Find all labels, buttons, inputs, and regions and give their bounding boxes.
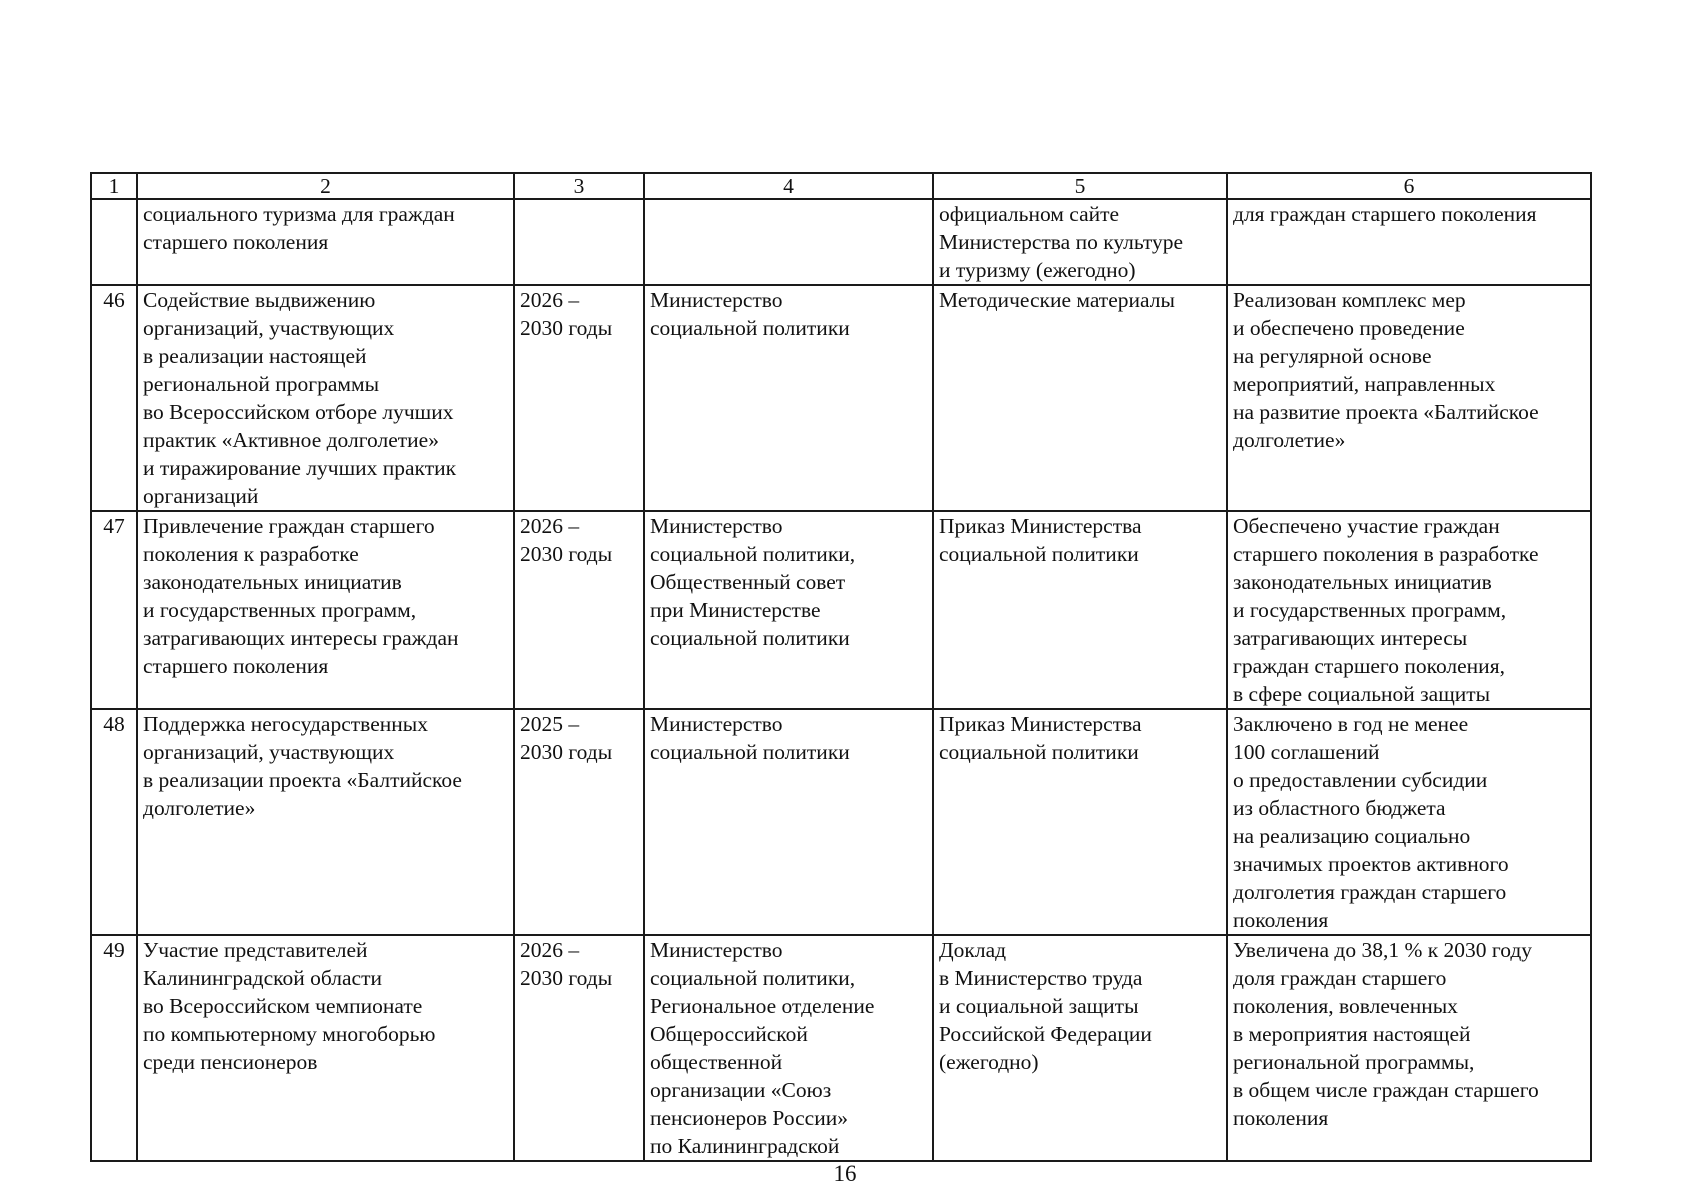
column-number-1: 1 — [91, 173, 137, 199]
period-cell: 2026 – 2030 годы — [514, 285, 644, 511]
document-cell: Приказ Министерства социальной политики — [933, 511, 1227, 709]
row-number: 46 — [91, 285, 137, 511]
column-number-2: 2 — [137, 173, 514, 199]
plan-table — [90, 172, 1592, 1162]
row-number: 47 — [91, 511, 137, 709]
result-cell: Заключено в год не менее 100 соглашений о предоставлении субсидии из областного бюджета на реализацию социально значимых проектов активного долголетия граждан старшего поколения — [1227, 709, 1591, 935]
document-cell: Приказ Министерства социальной политики — [933, 709, 1227, 935]
executor-cell — [644, 199, 933, 285]
table-row — [91, 285, 1591, 511]
event-cell: Содействие выдвижению организаций, участвующих в реализации настоящей региональной программы во Всероссийском отборе лучших практик «Активное долголетие» и тиражирование лучших практик организаций — [137, 285, 514, 511]
row-number: 48 — [91, 709, 137, 935]
table-row — [91, 935, 1591, 1161]
row-number — [91, 199, 137, 285]
column-number-4: 4 — [644, 173, 933, 199]
result-cell: Увеличена до 38,1 % к 2030 году доля граждан старшего поколения, вовлеченных в мероприятия настоящей региональной программы, в общем числе граждан старшего поколения — [1227, 935, 1591, 1161]
event-cell: Привлечение граждан старшего поколения к разработке законодательных инициатив и государственных программ, затрагивающих интересы граждан старшего поколения — [137, 511, 514, 709]
executor-cell: Министерство социальной политики, Общественный совет при Министерстве социальной политики — [644, 511, 933, 709]
document-cell: Доклад в Министерство труда и социальной защиты Российской Федерации (ежегодно) — [933, 935, 1227, 1161]
row-number: 49 — [91, 935, 137, 1161]
table-row — [91, 709, 1591, 935]
result-cell: для граждан старшего поколения — [1227, 199, 1591, 285]
result-cell: Обеспечено участие граждан старшего поколения в разработке законодательных инициатив и государственных программ, затрагивающих интересы граждан старшего поколения, в сфере социальной защиты — [1227, 511, 1591, 709]
event-cell: социального туризма для граждан старшего поколения — [137, 199, 514, 285]
column-number-3: 3 — [514, 173, 644, 199]
column-number-row — [91, 173, 1591, 199]
period-cell: 2026 – 2030 годы — [514, 935, 644, 1161]
column-number-5: 5 — [933, 173, 1227, 199]
table-row — [91, 511, 1591, 709]
executor-cell: Министерство социальной политики — [644, 709, 933, 935]
period-cell — [514, 199, 644, 285]
document-cell: Методические материалы — [933, 285, 1227, 511]
result-cell: Реализован комплекс мер и обеспечено проведение на регулярной основе мероприятий, направленных на развитие проекта «Балтийское долголетие» — [1227, 285, 1591, 511]
period-cell: 2026 – 2030 годы — [514, 511, 644, 709]
executor-cell: Министерство социальной политики, Региональное отделение Общероссийской общественной организации «Союз пенсионеров России» по Калининградской — [644, 935, 933, 1161]
event-cell: Участие представителей Калининградской области во Всероссийском чемпионате по компьютерному многоборью среди пенсионеров — [137, 935, 514, 1161]
document-cell: официальном сайте Министерства по культуре и туризму (ежегодно) — [933, 199, 1227, 285]
event-cell: Поддержка негосударственных организаций, участвующих в реализации проекта «Балтийское долголетие» — [137, 709, 514, 935]
executor-cell: Министерство социальной политики — [644, 285, 933, 511]
column-number-6: 6 — [1227, 173, 1591, 199]
table-row — [91, 199, 1591, 285]
period-cell: 2025 – 2030 годы — [514, 709, 644, 935]
page-number: 16 — [833, 1161, 857, 1186]
